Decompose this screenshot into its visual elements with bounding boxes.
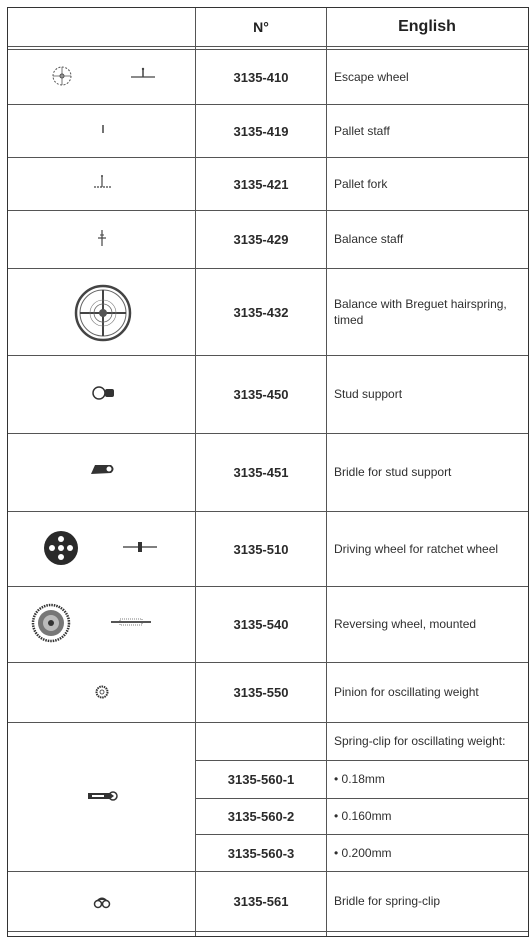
part-description: Pallet fork [334, 176, 388, 191]
header-number: N° [253, 19, 269, 35]
part-description: • 0.18mm [334, 772, 385, 787]
part-description: Stud support [334, 387, 403, 402]
balance-staff-icon [96, 229, 108, 247]
part-number: 3135-540 [233, 617, 289, 632]
part-description: Driving wheel for ratchet wheel [334, 541, 499, 556]
driving-wheel-icon [43, 530, 79, 566]
pallet-staff-icon [101, 124, 105, 134]
part-description: Pinion for oscillating weight [334, 685, 479, 700]
balance-wheel-icon [73, 283, 133, 343]
part-number: 3135-510 [233, 541, 289, 557]
bridle-stud-support-icon [89, 462, 117, 476]
header-divider [8, 46, 528, 47]
part-number: 3135-451 [233, 465, 289, 480]
part-number: 3135-429 [233, 232, 289, 247]
part-number: 3135-560-3 [227, 845, 295, 861]
driving-wheel-side-icon [122, 540, 158, 554]
escape-wheel-icon [50, 64, 74, 88]
part-number: 3135-432 [233, 304, 289, 320]
part-description: Balance with Breguet hairspring, timed [334, 296, 507, 327]
part-number: 3135-560-1 [227, 772, 295, 787]
part-number: 3135-421 [233, 176, 289, 192]
part-number: 3135-450 [233, 387, 289, 402]
header-english: English [398, 18, 456, 35]
part-description: • 0.200mm [334, 845, 392, 860]
part-number: 3135-550 [233, 685, 289, 700]
row-divider [8, 931, 528, 932]
spring-clip-icon [86, 789, 120, 803]
part-description: Reversing wheel, mounted [334, 617, 477, 632]
bridle-spring-clip-icon [93, 895, 111, 909]
reversing-wheel-side-icon [110, 617, 152, 627]
part-number: 3135-410 [233, 69, 289, 85]
part-description: Bridle for stud support [334, 465, 452, 480]
part-number: 3135-560-2 [227, 809, 295, 824]
part-number: 3135-561 [233, 894, 289, 909]
pinion-icon [95, 685, 109, 699]
part-description: • 0.160mm [334, 809, 392, 824]
part-description: Escape wheel [334, 69, 409, 84]
escape-wheel-side-icon [130, 66, 156, 80]
reversing-wheel-icon [31, 603, 71, 643]
pallet-fork-icon [92, 174, 114, 190]
part-description: Bridle for spring-clip [334, 894, 441, 909]
part-description: Pallet staff [334, 123, 390, 138]
stud-support-icon [91, 385, 117, 401]
part-description: Balance staff [334, 232, 404, 247]
spring-clip-heading: Spring-clip for oscillating weight: [334, 734, 506, 749]
part-number: 3135-419 [233, 123, 289, 139]
